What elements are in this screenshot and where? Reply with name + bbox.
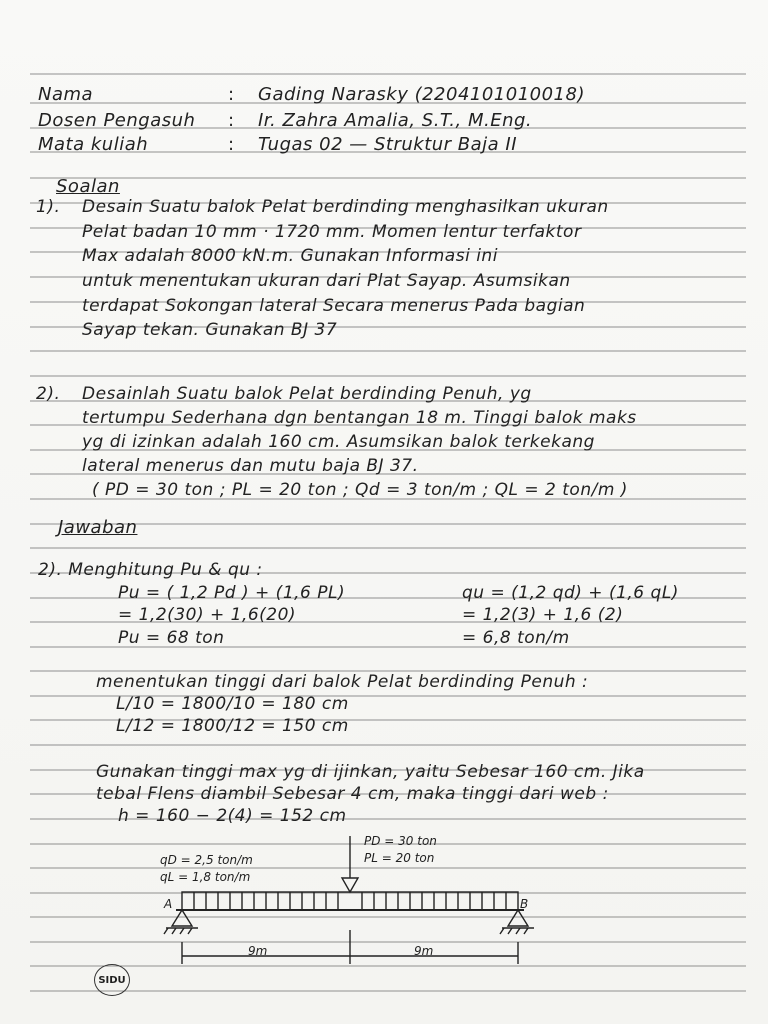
- use-line: Gunakan tinggi max yg di ijinkan, yaitu Sebesar 160 cm. Jika: [96, 762, 645, 782]
- lecturer-value: Ir. Zahra Amalia, S.T., M.Eng.: [258, 110, 533, 131]
- point-load-arrowhead: [342, 878, 358, 892]
- point-load-pl-label: PL = 20 ton: [364, 851, 435, 865]
- span-left-label: 9m: [248, 944, 268, 958]
- q1-number: 1).: [36, 197, 61, 217]
- sidu-logo-text: SIDU: [98, 974, 126, 986]
- height-title: menentukan tinggi dari balok Pelat berdinding Penuh :: [96, 672, 589, 692]
- dist-load-ql-label: qL = 1,8 ton/m: [160, 870, 251, 884]
- lecturer-label: Dosen Pengasuh: [38, 110, 196, 131]
- qu-line: = 1,2(3) + 1,6 (2): [462, 605, 624, 625]
- q2-line: Desainlah Suatu balok Pelat berdinding Penuh, yg: [82, 384, 532, 404]
- q1-line: Max adalah 8000 kN.m. Gunakan Informasi ini: [82, 246, 498, 266]
- name-label: Nama: [38, 84, 94, 105]
- q1-line: Desain Suatu balok Pelat berdinding menghasilkan ukuran: [82, 197, 609, 217]
- q2-loads: ( PD = 30 ton ; PL = 20 ton ; Qd = 3 ton/m ; QL = 2 ton/m ): [92, 480, 628, 500]
- q1-line: Sayap tekan. Gunakan BJ 37: [82, 320, 338, 340]
- beam-diagram: [150, 830, 550, 970]
- q2-line: lateral menerus dan mutu baja BJ 37.: [82, 456, 419, 476]
- web-height-result: h = 160 − 2(4) = 152 cm: [118, 806, 347, 826]
- support-a-label: A: [164, 897, 173, 911]
- support-b-label: B: [520, 897, 529, 911]
- q1-line: terdapat Sokongan lateral Secara menerus Pada bagian: [82, 296, 586, 316]
- support-b-icon: [508, 910, 528, 926]
- dist-load-qd-label: qD = 2,5 ton/m: [160, 853, 253, 867]
- answer-step-title: 2). Menghitung Pu & qu :: [38, 560, 263, 580]
- support-a-icon: [172, 910, 192, 926]
- pu-result: Pu = 68 ton: [118, 628, 225, 648]
- span-right-label: 9m: [414, 944, 434, 958]
- pu-line: = 1,2(30) + 1,6(20): [118, 605, 297, 625]
- pu-line: Pu = ( 1,2 Pd ) + (1,6 PL): [118, 583, 346, 603]
- q2-line: yg di izinkan adalah 160 cm. Asumsikan balok terkekang: [82, 432, 595, 452]
- qu-result: = 6,8 ton/m: [462, 628, 570, 648]
- q2-line: tertumpu Sederhana dgn bentangan 18 m. Tinggi balok maks: [82, 408, 637, 428]
- height-line: L/12 = 1800/12 = 150 cm: [116, 716, 349, 736]
- q1-line: Pelat badan 10 mm · 1720 mm. Momen lentur terfaktor: [82, 222, 582, 242]
- question-heading: Soalan: [56, 176, 120, 197]
- course-colon: :: [228, 134, 235, 155]
- name-colon: :: [228, 84, 235, 105]
- distributed-load: [182, 892, 518, 910]
- q2-number: 2).: [36, 384, 61, 404]
- name-value: Gading Narasky (2204101010018): [258, 84, 585, 105]
- use-line: tebal Flens diambil Sebesar 4 cm, maka tinggi dari web :: [96, 784, 609, 804]
- q1-line: untuk menentukan ukuran dari Plat Sayap. Asumsikan: [82, 271, 571, 291]
- lecturer-colon: :: [228, 110, 235, 131]
- sidu-logo: [94, 964, 130, 996]
- qu-line: qu = (1,2 qd) + (1,6 qL): [462, 583, 679, 603]
- course-label: Mata kuliah: [38, 134, 149, 155]
- course-value: Tugas 02 — Struktur Baja II: [258, 134, 518, 155]
- height-line: L/10 = 1800/10 = 180 cm: [116, 694, 349, 714]
- answer-heading: Jawaban: [58, 517, 138, 538]
- point-load-pd-label: PD = 30 ton: [364, 834, 437, 848]
- load-hatching: [194, 892, 506, 910]
